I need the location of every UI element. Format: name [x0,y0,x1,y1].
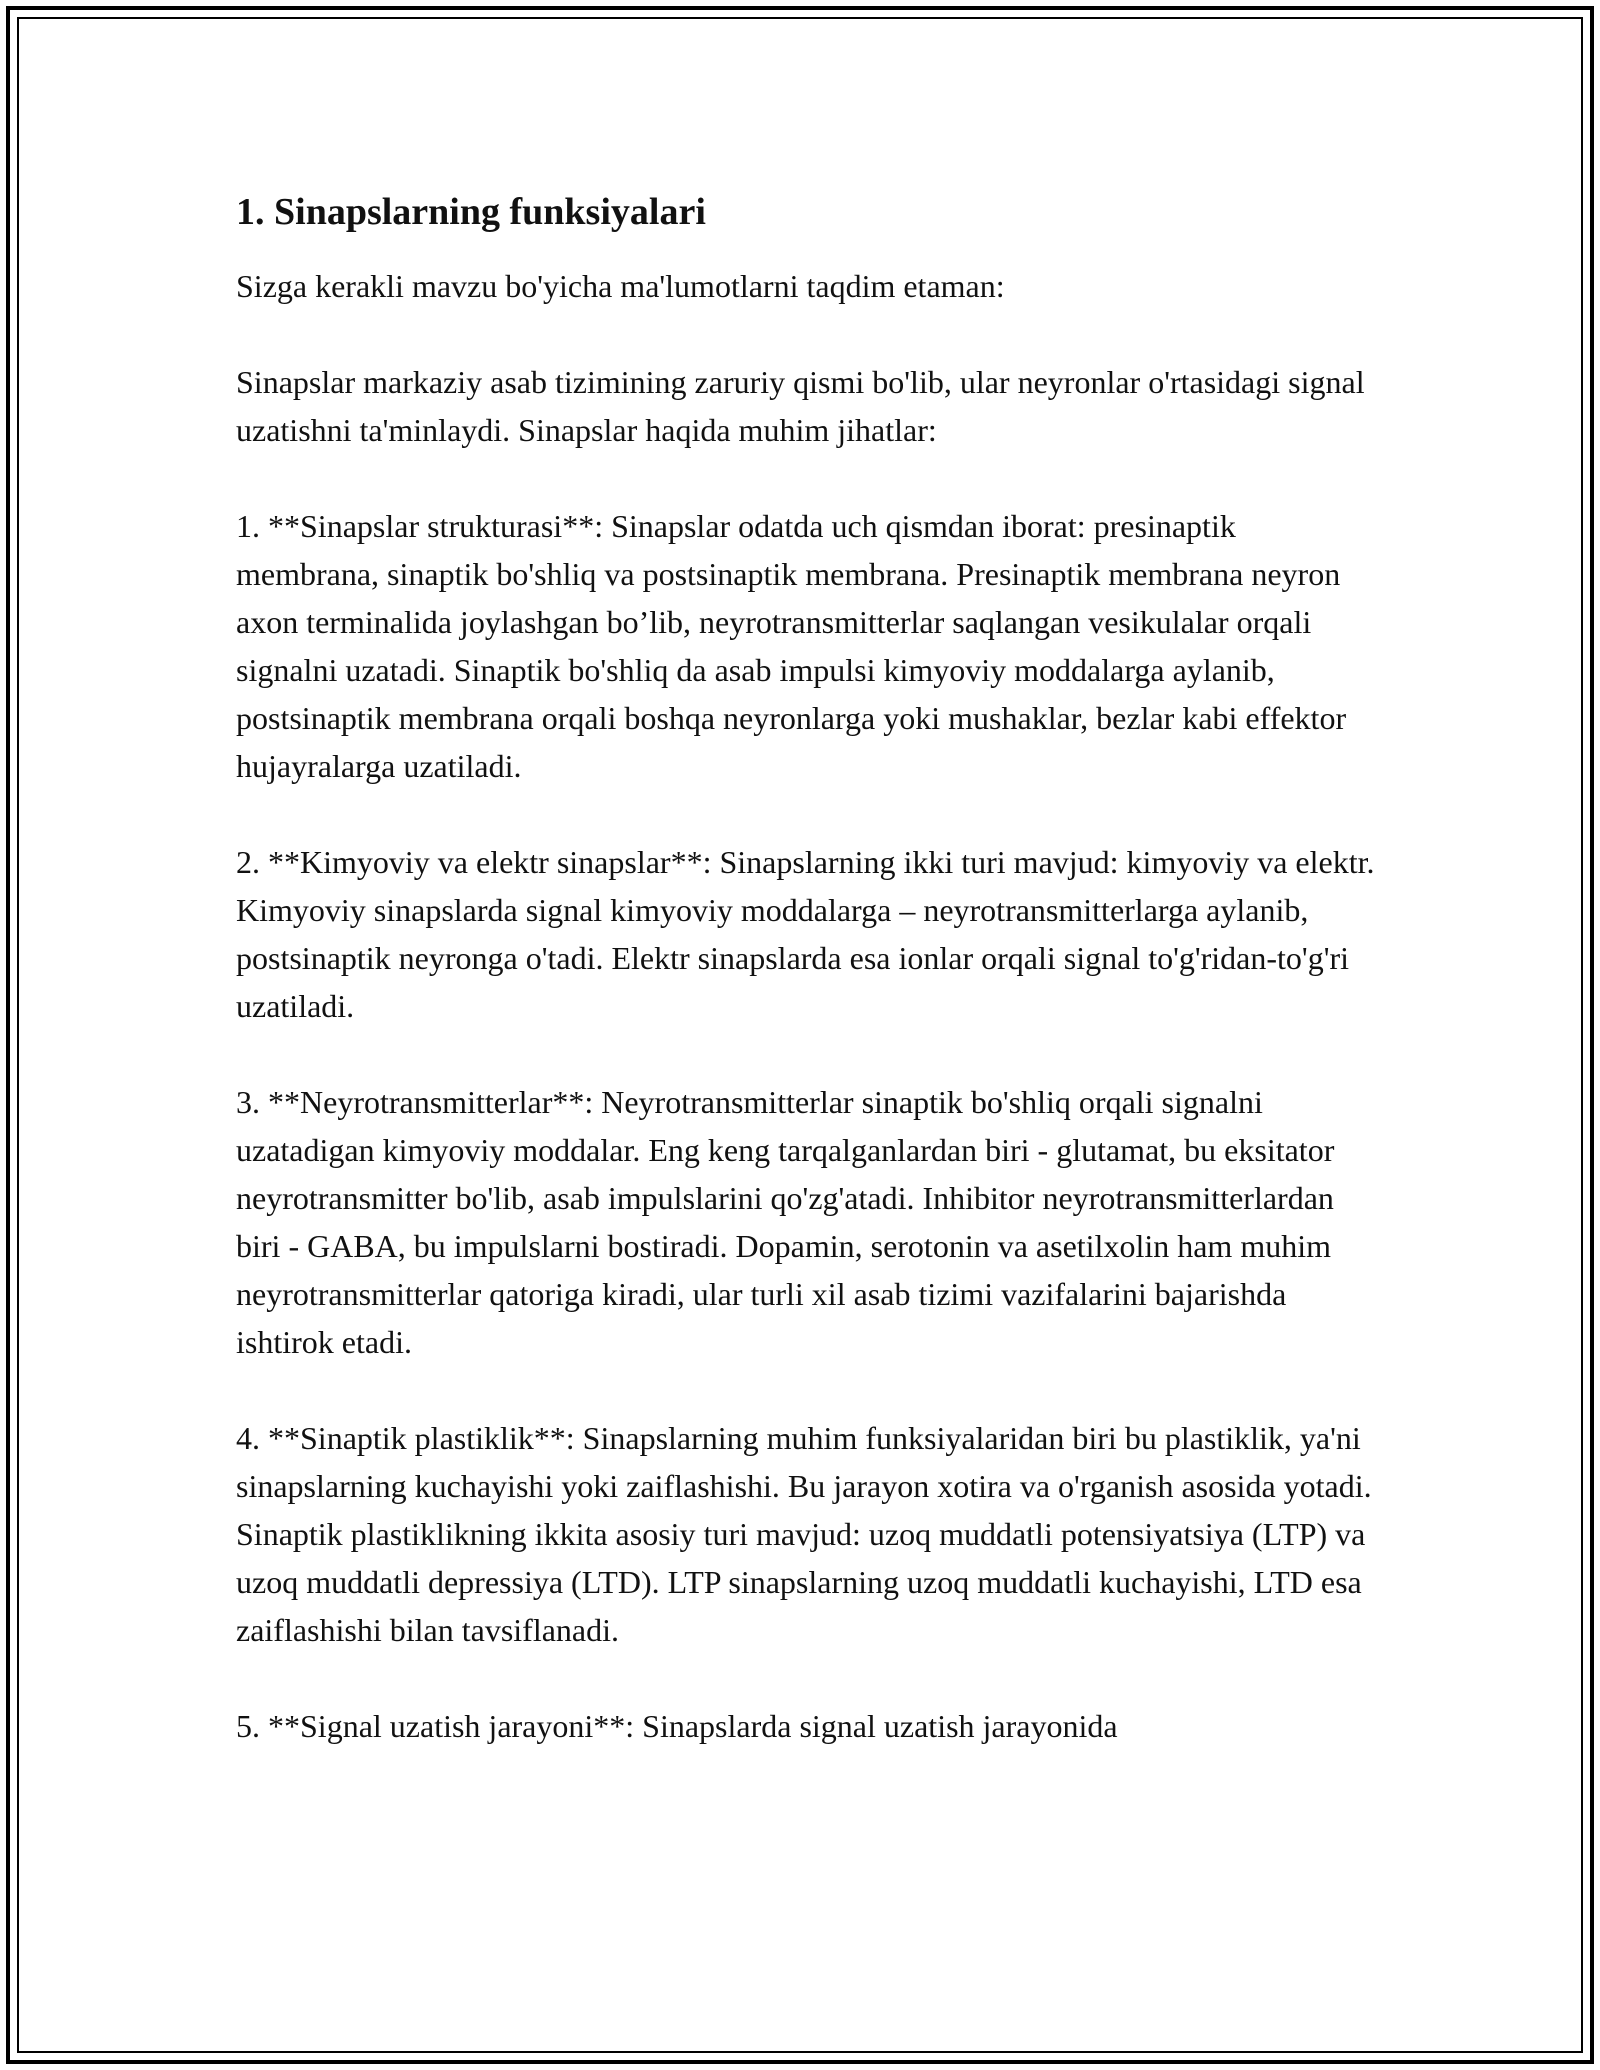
list-item-neurotransmitters: 3. **Neyrotransmitterlar**: Neyrotransmitterlar sinaptik bo'shliq orqali signalni uzatadigan kimyoviy moddalar. Eng keng tarqalganlardan biri - glutamat, bu eksitator neyrotransmitter bo'lib, asab impulslarini qo'zg'atadi. Inhibitor neyrotransmitterlardan biri - GABA, bu impulslarni bostiradi. Dopamin, serotonin va asetilxolin ham muhim neyrotransmitterlar qatoriga kiradi, ular turli xil asab tizimi vazifalarini bajarishda ishtirok etadi. [236,1084,1335,1360]
list-item-synapse-types: 2. **Kimyoviy va elektr sinapslar**: Sinapslarning ikki turi mavjud: kimyoviy va elektr. Kimyoviy sinapslarda signal kimyoviy moddalarga – neyrotransmitterlarga aylanib, postsinaptik neyronga o'tadi. Elektr sinapslarda esa ionlar orqali signal to'g'ridan-to'g'ri uzatiladi. [236,844,1375,1024]
intro-paragraph: Sizga kerakli mavzu bo'yicha ma'lumotlarni taqdim etaman: [236,268,1005,304]
overview-paragraph: Sinapslar markaziy asab tizimining zaruriy qismi bo'lib, ular neyronlar o'rtasidagi signal uzatishni ta'minlaydi. Sinapslar haqida muhim jihatlar: [236,364,1365,448]
list-item-structure: 1. **Sinapslar strukturasi**: Sinapslar odatda uch qismdan iborat: presinaptik membrana, sinaptik bo'shliq va postsinaptik membrana. Presinaptik membrana neyron axon terminalida joylashgan bo’lib, neyrotransmitterlar saqlangan vesikulalar orqali signalni uzatadi. Sinaptik bo'shliq da asab impulsi kimyoviy moddalarga aylanib, postsinaptik membrana orqali boshqa neyronlarga yoki mushaklar, bezlar kabi effektor hujayralarga uzatiladi. [236,508,1347,784]
document-title: 1. Sinapslarning funksiyalari [236,191,706,233]
list-item-signal-transmission: 5. **Signal uzatish jarayoni**: Sinapslarda signal uzatish jarayonida [236,1708,1118,1744]
document-body [236,186,1376,1798]
list-item-plasticity: 4. **Sinaptik plastiklik**: Sinapslarning muhim funksiyalaridan biri bu plastiklik, ya'ni sinapslarning kuchayishi yoki zaiflashishi. Bu jarayon xotira va o'rganish asosida yotadi. Sinaptik plastiklikning ikkita asosiy turi mavjud: uzoq muddatli potensiyatsiya (LTP) va uzoq muddatli depressiya (LTD). LTP sinapslarning uzoq muddatli kuchayishi, LTD esa zaiflashishi bilan tavsiflanadi. [236,1420,1372,1648]
